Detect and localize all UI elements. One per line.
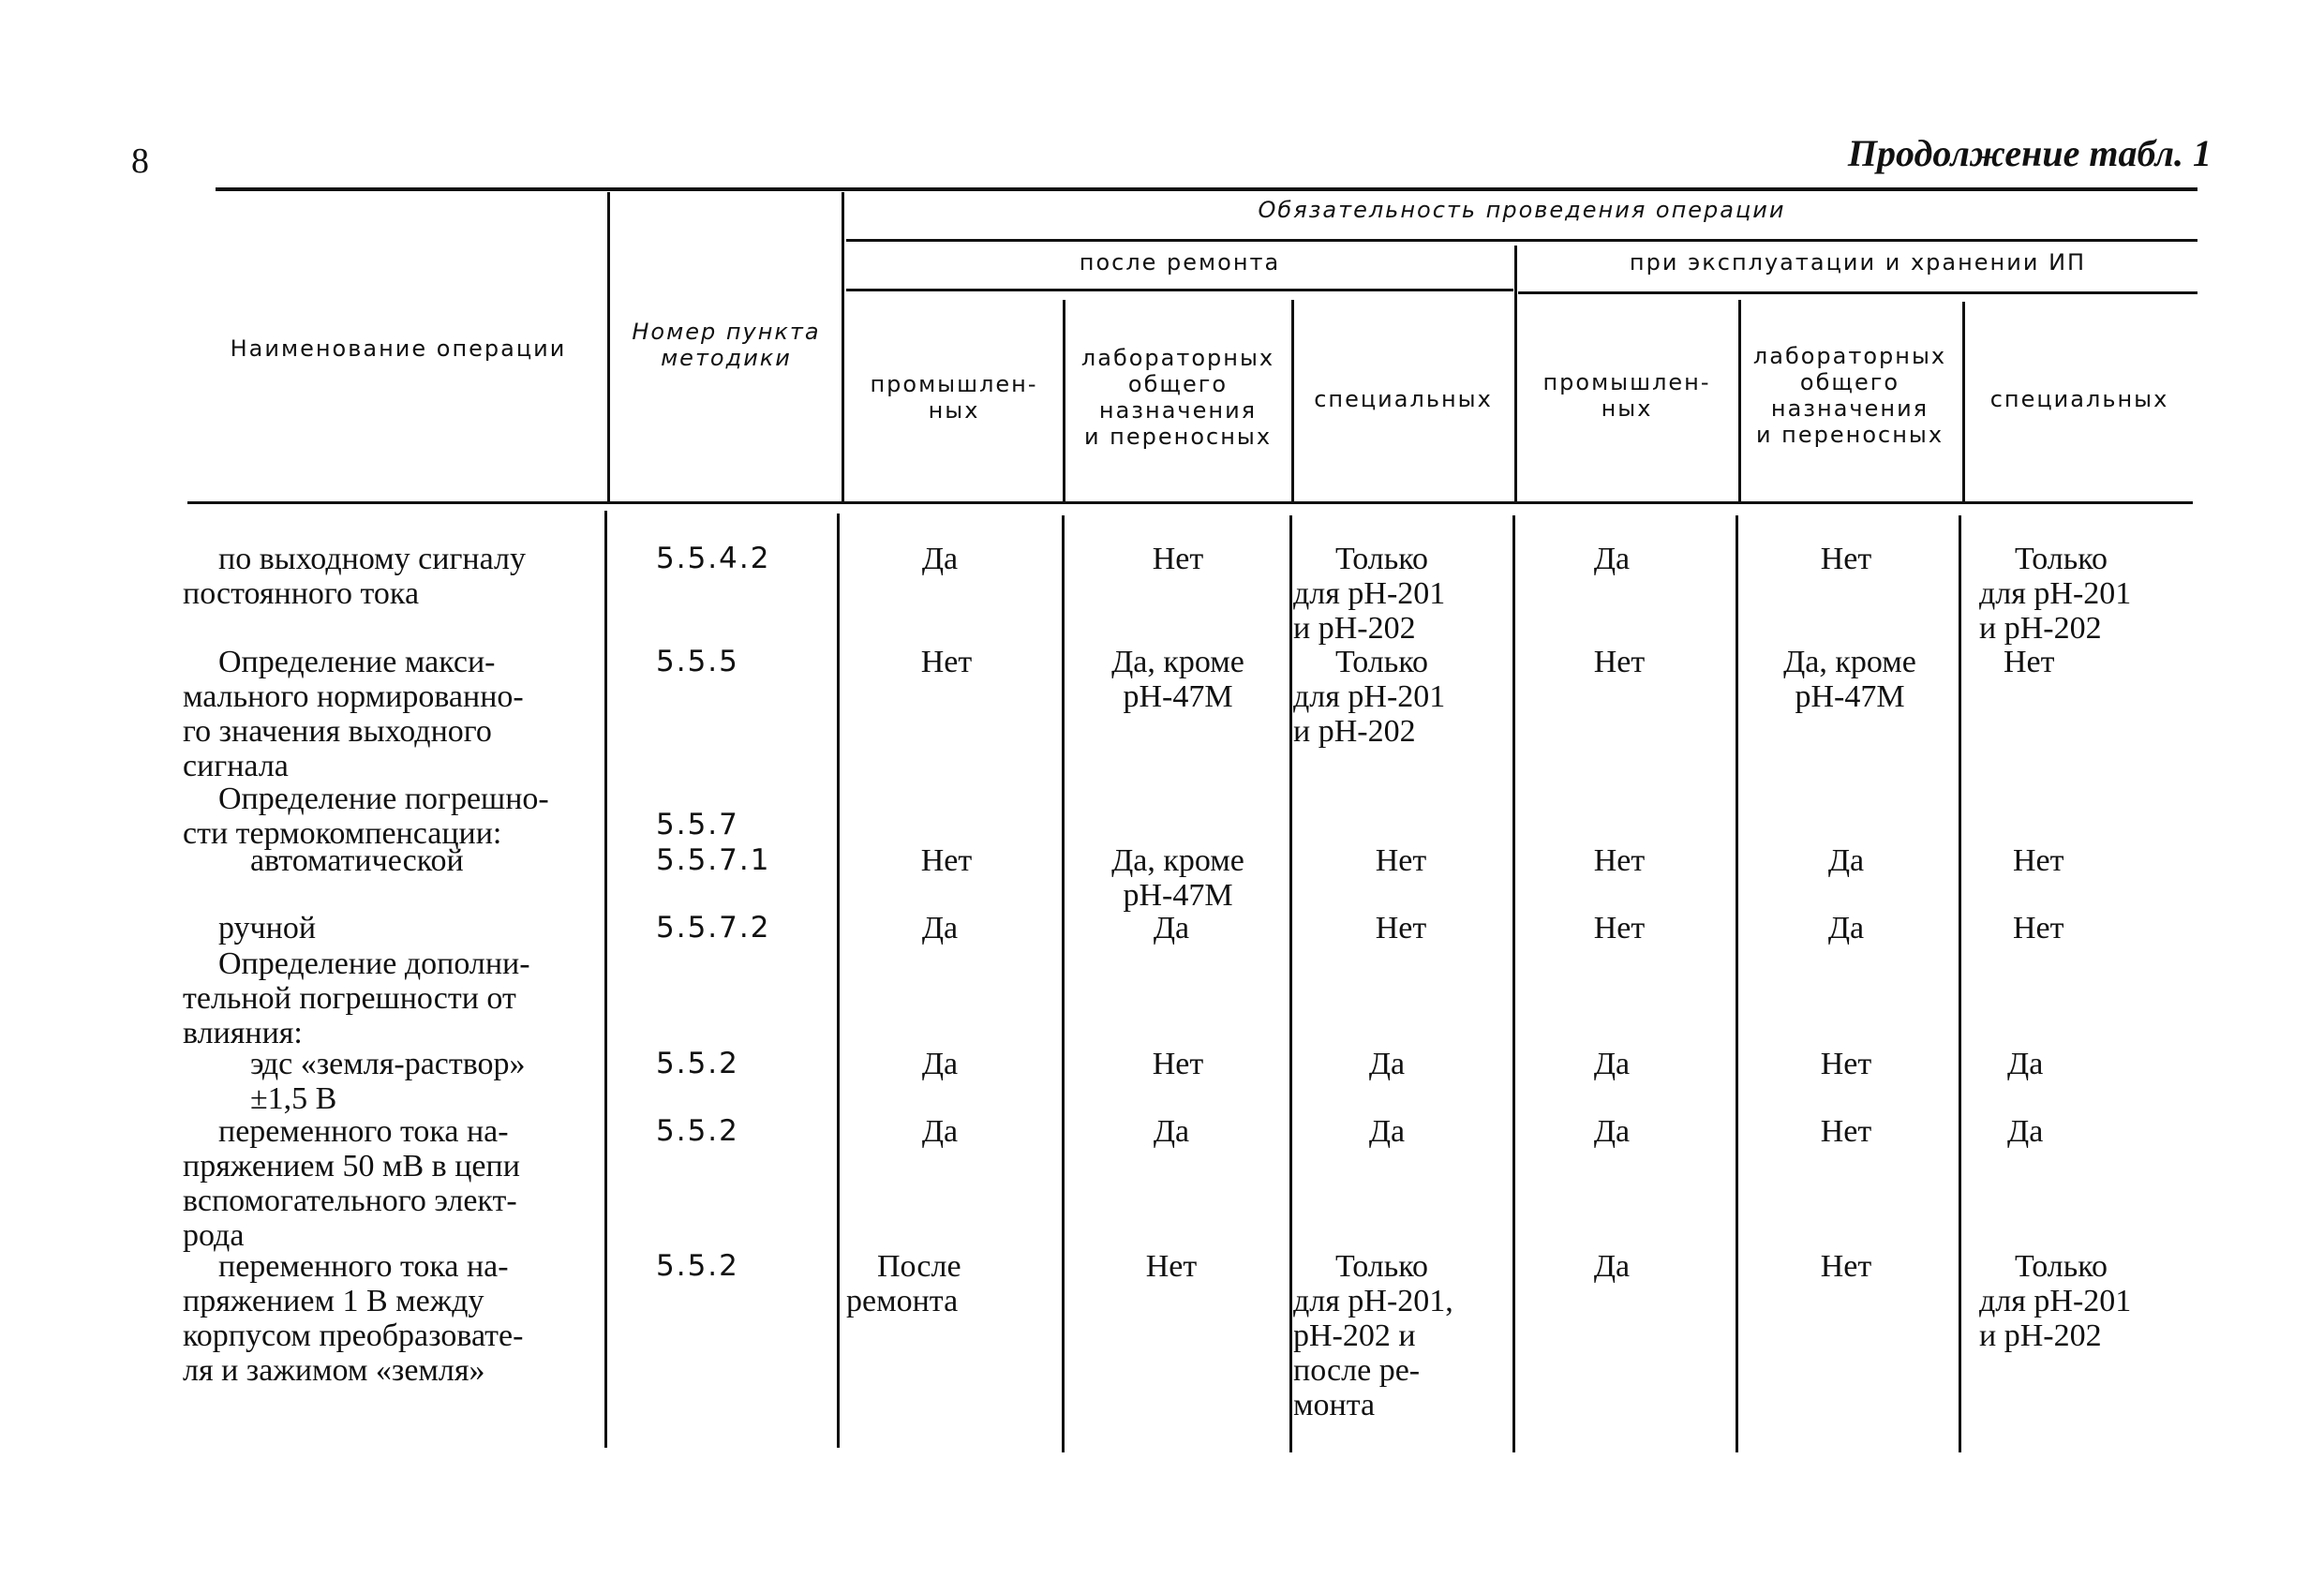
value-cell: Нет xyxy=(1593,645,1646,679)
value-cell: Да, кроме рН-47М xyxy=(1783,645,1916,714)
value-cell: Нет xyxy=(920,645,973,679)
method-item: 5.5.4.2 xyxy=(656,542,771,575)
column-divider xyxy=(1959,515,1961,1452)
column-divider xyxy=(604,511,607,1448)
value-cell: Нет xyxy=(1375,843,1427,878)
table-top-rule xyxy=(216,187,2197,191)
value-cell: Нет xyxy=(1820,542,1872,576)
method-item: 5.5.5 xyxy=(656,645,739,678)
value-cell: Нет xyxy=(1820,1249,1872,1284)
operation-name: Определение макси- мального нормированно- го значения выходного сигнала xyxy=(183,645,524,783)
header-industrial: промышлен- ных xyxy=(870,371,1038,424)
value-cell: Нет xyxy=(1820,1114,1872,1149)
operation-name: эдс «земля-раствор» ±1,5 В xyxy=(250,1047,526,1116)
value-cell: Нет xyxy=(2004,645,2055,679)
value-cell: Нет xyxy=(1593,843,1646,878)
value-cell: Да xyxy=(1593,542,1631,576)
operation-name: Определение погрешно- сти термокомпенсации: xyxy=(183,782,549,851)
value-cell: Да xyxy=(1153,911,1190,945)
method-item: 5.5.7.2 xyxy=(656,911,771,945)
header-special: специальных xyxy=(1989,386,2169,412)
column-divider xyxy=(1062,515,1065,1452)
value-cell: Нет xyxy=(1593,911,1646,945)
operation-name: переменного тока на- пряжением 50 мВ в цепи вспомогательного элект- рода xyxy=(183,1114,520,1253)
value-cell: Только для рН-201 и рН-202 xyxy=(1293,645,1446,749)
value-cell: Да xyxy=(2007,1114,2044,1149)
value-cell: Нет xyxy=(1152,542,1204,576)
value-cell: Да xyxy=(1593,1114,1631,1149)
operation-name: по выходному сигналу постоянного тока xyxy=(183,542,526,611)
value-cell: Да xyxy=(1593,1249,1631,1284)
value-cell: Да xyxy=(2007,1047,2044,1081)
header-method-item: Номер пункта методики xyxy=(632,319,821,371)
subgroup-rule-operation xyxy=(1518,291,2197,294)
method-item: 5.5.2 xyxy=(656,1047,739,1080)
value-cell: Только для рН-201 и рН-202 xyxy=(1979,542,2132,646)
header-bottom-rule xyxy=(187,501,2193,504)
value-cell: Да xyxy=(1593,1047,1631,1081)
value-cell: Нет xyxy=(2013,911,2064,945)
value-cell: Да xyxy=(921,542,959,576)
header-operation-name: Наименование операции xyxy=(230,335,567,362)
value-cell: Да, кроме рН-47М xyxy=(1111,645,1244,714)
value-cell: После ремонта xyxy=(846,1249,961,1318)
subgroup-rule-after-repair xyxy=(846,289,1513,291)
method-item: 5.5.2 xyxy=(656,1114,739,1148)
value-cell: Да xyxy=(1827,911,1865,945)
value-cell: Нет xyxy=(2013,843,2064,878)
value-cell: Нет xyxy=(920,843,973,878)
value-cell: Только для рН-201 и рН-202 xyxy=(1293,542,1446,646)
header-laboratory: лабораторных общего назначения и переносных xyxy=(1080,345,1275,450)
column-divider xyxy=(1514,246,1517,501)
method-item: 5.5.7 xyxy=(656,808,739,841)
operation-name: ручной xyxy=(218,911,317,945)
value-cell: Нет xyxy=(1375,911,1427,945)
column-divider xyxy=(607,192,610,501)
method-item: 5.5.7.1 xyxy=(656,843,771,877)
method-item: 5.5.2 xyxy=(656,1249,739,1283)
value-cell: Да xyxy=(921,1047,959,1081)
page-number: 8 xyxy=(131,141,149,181)
header-industrial: промышлен- ных xyxy=(1542,369,1711,422)
table-continuation-label: Продолжение табл. 1 xyxy=(1847,132,2212,174)
header-laboratory: лабораторных общего назначения и переносных xyxy=(1752,343,1947,448)
value-cell: Только для рН-201, рН-202 и после ре- монта xyxy=(1293,1249,1453,1422)
value-cell: Да xyxy=(1368,1114,1406,1149)
header-after-repair: после ремонта xyxy=(1079,249,1281,275)
value-cell: Да xyxy=(1368,1047,1406,1081)
header-operation-storage: при эксплуатации и хранении ИП xyxy=(1629,249,2087,275)
value-cell: Нет xyxy=(1145,1249,1198,1284)
value-cell: Да xyxy=(921,1114,959,1149)
operation-name: автоматической xyxy=(250,843,464,878)
value-cell: Нет xyxy=(1820,1047,1872,1081)
column-divider xyxy=(1512,515,1515,1452)
value-cell: Да xyxy=(1153,1114,1190,1149)
header-special: специальных xyxy=(1314,386,1493,412)
value-cell: Нет xyxy=(1152,1047,1204,1081)
operation-name: переменного тока на- пряжением 1 В между корпусом преобразовате- ля и зажимом «земля» xyxy=(183,1249,524,1388)
operation-name: Определение дополни- тельной погрешности от влияния: xyxy=(183,946,530,1050)
column-divider xyxy=(837,514,840,1448)
value-cell: Да xyxy=(921,911,959,945)
column-divider xyxy=(842,192,844,501)
value-cell: Да, кроме рН-47М xyxy=(1111,843,1244,913)
column-divider xyxy=(1736,515,1738,1452)
value-cell: Да xyxy=(1827,843,1865,878)
obligation-rule xyxy=(846,239,2197,242)
header-obligation: Обязательность проведения операции xyxy=(1258,197,1786,223)
value-cell: Только для рН-201 и рН-202 xyxy=(1979,1249,2132,1353)
